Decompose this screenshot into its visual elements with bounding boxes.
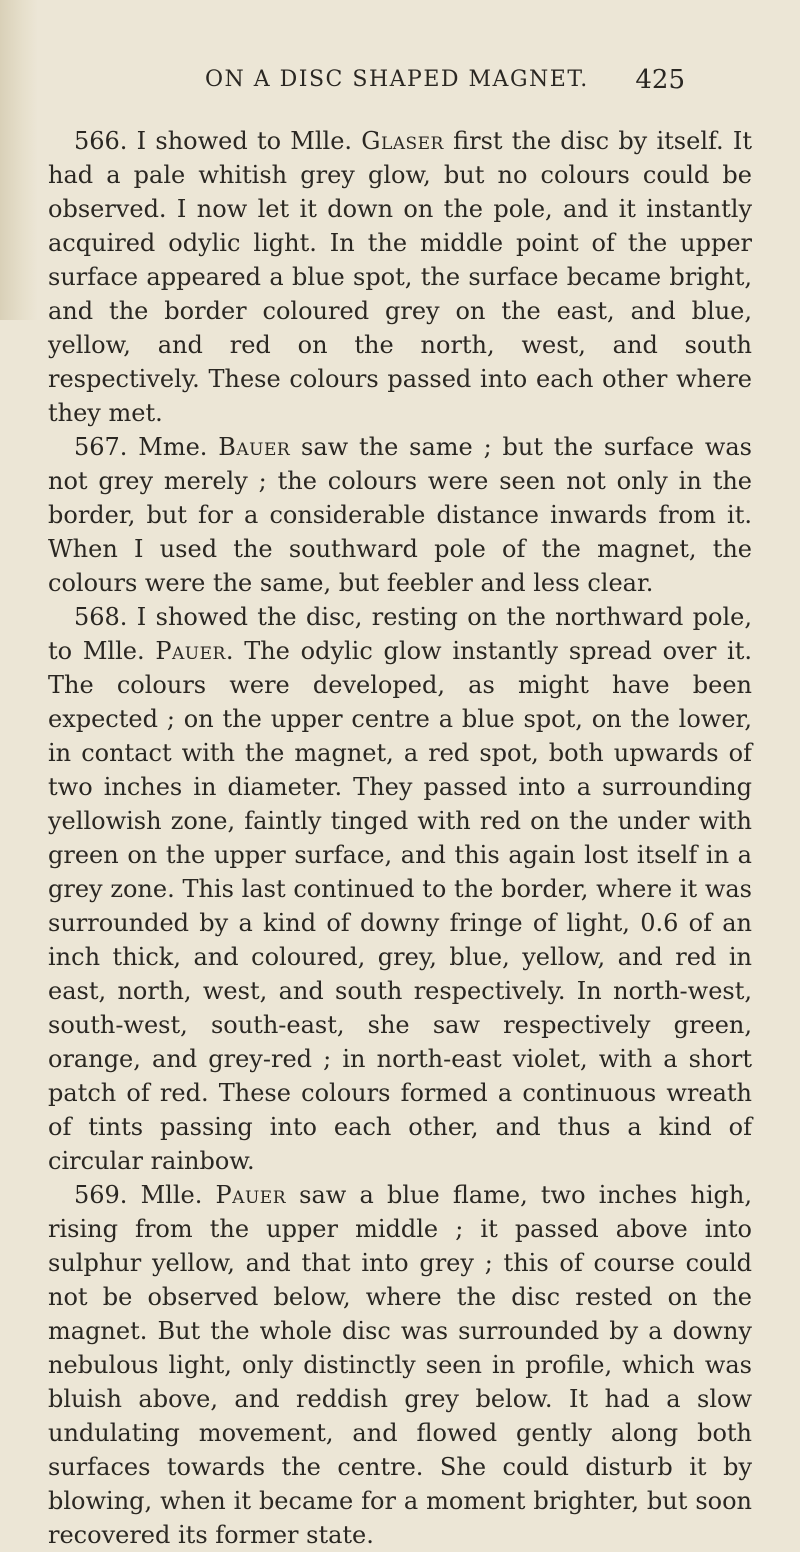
paragraph-number: 566.	[74, 127, 128, 155]
paragraph-568	[48, 600, 752, 1178]
paragraph-text: . The odylic glow instantly spread over it. The colours were developed, as might have been expected ; on the upper centre a blue spot, on the lower, in contact with the magnet, a red spot, both upwards of two inches in diameter. They passed into a surrounding yellowish zone, faintly tinged with red on the under with green on the upper surface, and this again lost itself in a grey zone. This last continued to the border, where it was surrounded by a kind of downy fringe of light, 0.6 of an inch thick, and coloured, grey, blue, yellow, and red in east, north, west, and south respectively. In north-west, south-west, south-east, she saw respectively green, orange, and grey-red ; in north-east violet, with a short patch of red. These colours formed a continuous wreath of tints passing into each other, and thus a kind of circular rainbow.	[48, 637, 752, 1175]
paragraph-569	[48, 1178, 752, 1552]
paragraph-number: 568.	[74, 603, 128, 631]
paragraph-text: Mme.	[127, 433, 219, 461]
paragraph-number: 567.	[74, 433, 128, 461]
person-name: Pauer	[155, 637, 226, 665]
paragraph-text: first the disc by itself. It had a pale whitish grey glow, but no colours could be observed. I now let it down on the pole, and it instantly acquired odylic light. In the middle point of the upper surface appeared a blue spot, the surface became bright, and the border coloured grey on the east, and blue, yellow, and red on the north, west, and south respectively. These colours passed into each other where they met.	[48, 127, 752, 427]
paragraph-text: saw the same ; but the surface was not grey merely ; the colours were seen not only in the border, but for a considerable distance inwards from it. When I used the southward pole of the magnet, the colours were the same, but feebler and less clear.	[48, 433, 753, 597]
paragraph-566	[48, 124, 752, 430]
running-head	[70, 60, 685, 100]
person-name: Glaser	[361, 127, 444, 155]
person-name: Pauer	[215, 1181, 286, 1209]
paragraph-text: I showed the disc, resting on the northward pole, to Mlle.	[48, 603, 752, 665]
page-number: 425	[635, 65, 685, 95]
person-name: Bauer	[218, 433, 291, 461]
paragraph-text: I showed to Mlle.	[127, 127, 362, 155]
paragraph-text: saw a blue flame, two inches high, rising from the upper middle ; it passed above into sulphur yellow, and that into grey ; this of course could not be observed below, where the disc rested on the magnet. But the whole disc was surrounded by a downy nebulous light, only distinctly seen in profile, which was bluish above, and reddish grey below. It had a slow undulating movement, and flowed gently along both surfaces towards the centre. She could disturb it by blowing, when it became for a moment brighter, but soon recovered its former state.	[48, 1181, 752, 1549]
running-head-title: ON A DISC SHAPED MAGNET.	[205, 67, 589, 92]
paragraph-text: Mlle.	[127, 1181, 216, 1209]
paragraph-number: 569.	[74, 1181, 128, 1209]
body-text	[48, 124, 752, 1552]
paragraph-567	[48, 430, 752, 600]
page-edge-shadow	[0, 0, 38, 320]
